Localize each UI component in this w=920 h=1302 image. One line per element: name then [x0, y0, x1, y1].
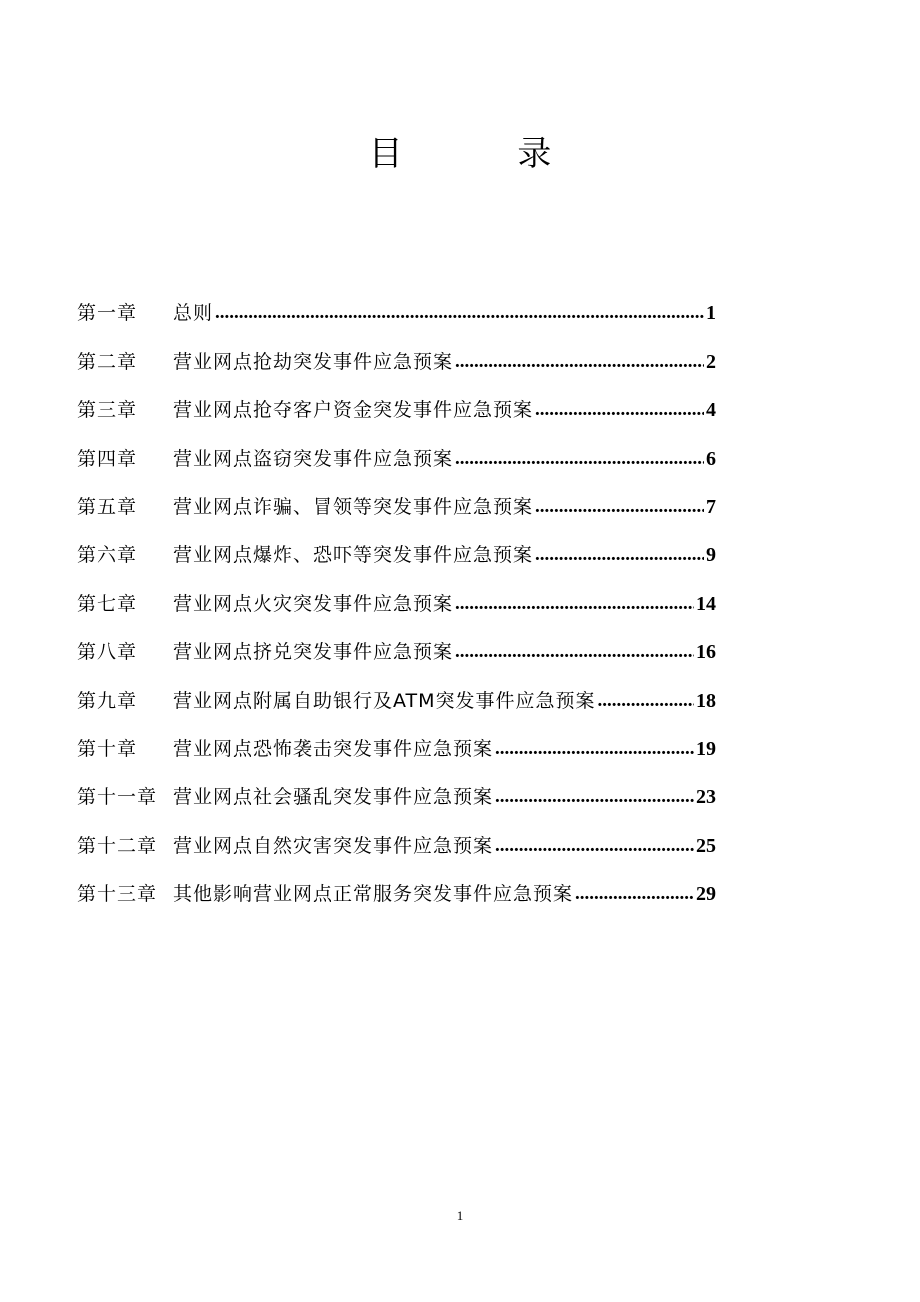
toc-entry[interactable]: [77, 767, 716, 815]
toc-chapter-label: 第七章: [77, 592, 138, 615]
dot-leader: [535, 537, 704, 573]
toc-entry-title: 营业网点火灾突发事件应急预案: [173, 592, 454, 615]
toc-entry[interactable]: [77, 670, 716, 718]
toc-chapter-label: 第九章: [77, 689, 138, 712]
toc-entry[interactable]: [77, 428, 716, 476]
dot-leader: [495, 779, 694, 815]
toc-entry-title: 营业网点抢劫突发事件应急预案: [173, 350, 454, 373]
toc-chapter-label: 第六章: [77, 544, 138, 567]
toc-chapter-label: 第十二章: [77, 834, 158, 857]
dot-leader: [455, 586, 694, 622]
toc-chapter-label: 第十一章: [77, 786, 158, 809]
toc-chapter-label: 第三章: [77, 399, 138, 422]
toc-page-number: 7: [706, 495, 716, 518]
toc-page-number: 29: [696, 883, 716, 906]
toc-entry[interactable]: [77, 380, 716, 428]
toc-entry[interactable]: [77, 331, 716, 379]
toc-entry-title: 营业网点抢夺客户资金突发事件应急预案: [173, 399, 534, 422]
toc-entry-title: 营业网点恐怖袭击突发事件应急预案: [173, 737, 494, 760]
toc-page-number: 16: [696, 641, 716, 664]
dot-leader: [535, 392, 704, 428]
table-of-contents: [77, 283, 716, 912]
page-title: 目 录: [368, 134, 604, 174]
toc-entry-title: 总则: [173, 302, 214, 325]
toc-page-number: 19: [696, 737, 716, 760]
toc-chapter-label: 第四章: [77, 447, 138, 470]
toc-chapter-label: 第二章: [77, 350, 138, 373]
toc-entry-title: 营业网点诈骗、冒领等突发事件应急预案: [173, 495, 534, 518]
toc-entry[interactable]: [77, 815, 716, 863]
toc-entry[interactable]: [77, 525, 716, 573]
dot-leader: [535, 489, 704, 525]
dot-leader: [455, 634, 694, 670]
toc-entry-title: 营业网点盗窃突发事件应急预案: [173, 447, 454, 470]
toc-entry-title: 营业网点社会骚乱突发事件应急预案: [173, 786, 494, 809]
toc-entry[interactable]: [77, 477, 716, 525]
page-number-footer: 1: [456, 1208, 464, 1223]
toc-chapter-label: 第一章: [77, 302, 138, 325]
toc-chapter-label: 第十三章: [77, 883, 158, 906]
toc-entry[interactable]: [77, 283, 716, 331]
dot-leader: [495, 731, 694, 767]
toc-page-number: 9: [706, 544, 716, 567]
toc-entry-title: 营业网点挤兑突发事件应急预案: [173, 641, 454, 664]
toc-entry-title: 营业网点爆炸、恐吓等突发事件应急预案: [173, 544, 534, 567]
toc-page-number: 1: [706, 302, 716, 325]
dot-leader: [455, 441, 704, 477]
toc-entry-title: 其他影响营业网点正常服务突发事件应急预案: [173, 883, 574, 906]
dot-leader: [598, 683, 694, 719]
toc-page-number: 18: [696, 689, 716, 712]
toc-entry[interactable]: [77, 719, 716, 767]
toc-page-number: 25: [696, 834, 716, 857]
toc-entry-title: 营业网点附属自助银行及ATM突发事件应急预案: [173, 689, 596, 712]
toc-page-number: 4: [706, 399, 716, 422]
toc-entry[interactable]: [77, 864, 716, 912]
toc-entry[interactable]: [77, 622, 716, 670]
dot-leader: [455, 344, 704, 380]
toc-chapter-label: 第十章: [77, 737, 138, 760]
toc-page-number: 6: [706, 447, 716, 470]
toc-chapter-label: 第八章: [77, 641, 138, 664]
toc-entry[interactable]: [77, 573, 716, 621]
toc-chapter-label: 第五章: [77, 495, 138, 518]
toc-page-number: 2: [706, 350, 716, 373]
dot-leader: [575, 876, 694, 912]
toc-page-number: 14: [696, 592, 716, 615]
dot-leader: [495, 828, 694, 864]
toc-entry-title: 营业网点自然灾害突发事件应急预案: [173, 834, 494, 857]
dot-leader: [215, 295, 704, 331]
toc-page-number: 23: [696, 786, 716, 809]
